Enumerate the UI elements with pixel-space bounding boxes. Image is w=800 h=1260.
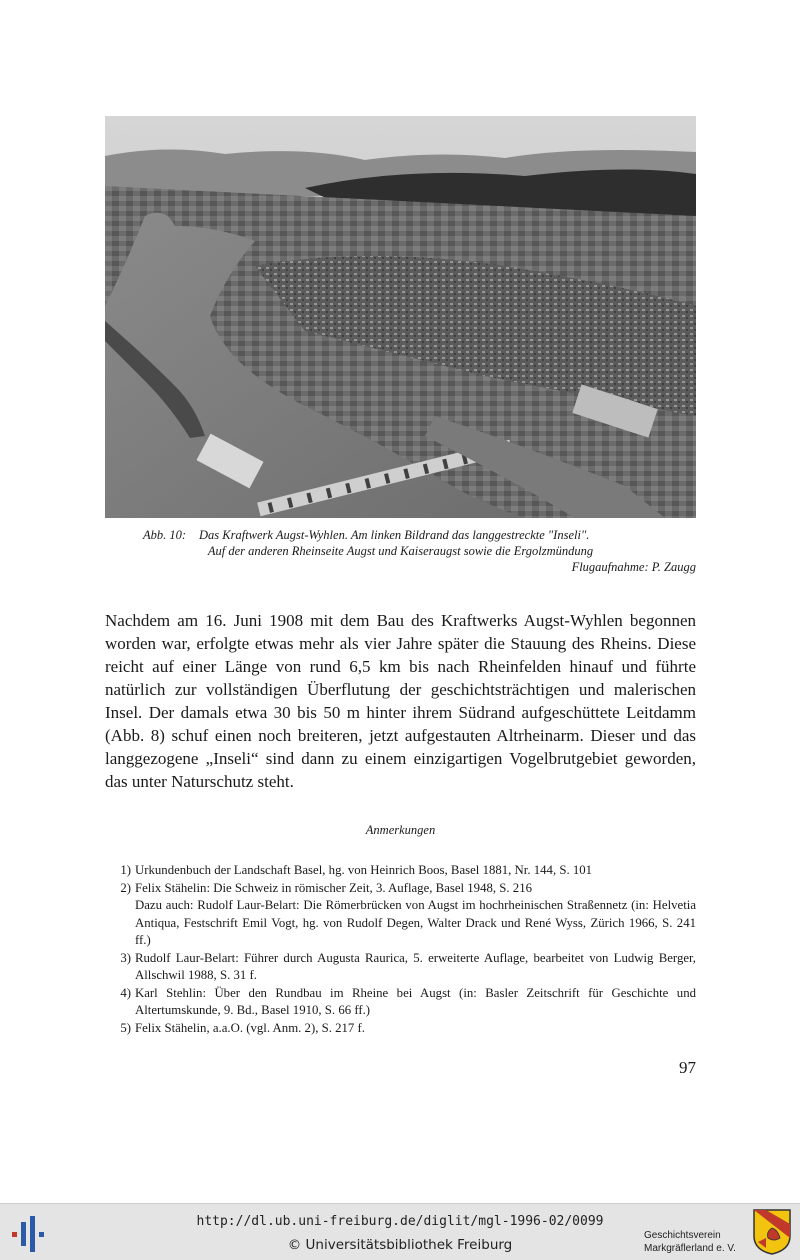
note-text: Felix Stähelin: Die Schweiz in römischer Zeit, 3. Auflage, Basel 1948, S. 216 [135, 880, 532, 895]
note-text: Karl Stehlin: Über den Rundbau im Rheine bei Augst (in: Basler Zeitschrift für Geschichte und Altertumskunde, 9. Bd., Basel 1910, S. 66 ff.) [135, 985, 696, 1017]
notes-heading: Anmerkungen [365, 823, 436, 837]
note-extra-text: Dazu auch: Rudolf Laur-Belart: Die Römerbrücken von Augst im hochrheinischen Straßennetz (in: Helvetia Antiqua, Festschrift Emil Vogt, hg. von Rudolf Degen, Walter Drack und René Wyss, Zürich 1966, S. 241 ff.) [135, 898, 696, 947]
caption-text-line2: Auf der anderen Rheinseite Augst und Kaiseraugst sowie die Ergolzmündung [207, 544, 594, 558]
figure-number: Abb. 10: [143, 528, 187, 542]
note-item [105, 985, 696, 1020]
notes-list [105, 862, 696, 1037]
aerial-photo-illustration [105, 116, 696, 518]
photo-credit: Flugaufnahme: P. Zaugg [571, 560, 696, 574]
note-number: 4) [120, 985, 131, 1000]
note-item [105, 950, 696, 985]
document-url-link[interactable]: http://dl.ub.uni-freiburg.de/diglit/mgl-1996-02/0099 [196, 1214, 604, 1229]
caption-first-line [105, 527, 696, 543]
footer-bar [0, 1203, 800, 1260]
figure-caption [105, 527, 696, 575]
aerial-photograph [105, 116, 696, 518]
note-item [105, 1020, 696, 1038]
page-number: 97 [679, 1058, 696, 1077]
note-number: 5) [120, 1020, 131, 1035]
note-number: 1) [120, 863, 131, 877]
copyright-text: © Universitätsbibliothek Freiburg [287, 1237, 513, 1253]
society-line1: Geschichtsverein [644, 1230, 721, 1241]
coat-of-arms-icon [752, 1208, 792, 1256]
note-text: Urkundenbuch der Landschaft Basel, hg. von Heinrich Boos, Basel 1881, Nr. 144, S. 101 [135, 863, 593, 877]
note-number: 3) [120, 950, 131, 965]
society-line2: Markgräflerland e. V. [644, 1243, 736, 1254]
note-text: Rudolf Laur-Belart: Führer durch Augusta Raurica, 5. erweiterte Auflage, bearbeitet von Ludwig Berger, Allschwil 1988, S. 31 f. [135, 950, 696, 982]
caption-text-line1: Das Kraftwerk Augst-Wyhlen. Am linken Bildrand das langgestreckte "Inseli". [199, 528, 590, 542]
note-text: Felix Stähelin, a.a.O. (vgl. Anm. 2), S. 217 f. [135, 1020, 365, 1035]
body-paragraph: Nachdem am 16. Juni 1908 mit dem Bau des Kraftwerks Augst-Wyhlen begonnen worden war, erfolgte etwas mehr als vier Jahre später die Stauung des Rheins. Diese reicht auf einer Länge von rund 6,5 km bis nach Rheinfelden hinauf und führte natürlich zur vollständigen Überflutung der geschichtsträchtigen und malerischen Insel. Der damals etwa 30 bis 50 m hinter ihrem Südrand aufgeschüttete Leitdamm (Abb. 8) schuf einen noch breiteren, jetzt aufgestauten Altrheinarm. Dieser und das langgezogene „Inseli“ sind dann zu einem einzigartigen Vogelbrutgebiet geworden, das unter Naturschutz steht. [105, 611, 696, 791]
note-item [105, 880, 696, 950]
note-number: 2) [120, 880, 131, 895]
note-item [105, 862, 696, 880]
society-name [644, 1229, 736, 1255]
